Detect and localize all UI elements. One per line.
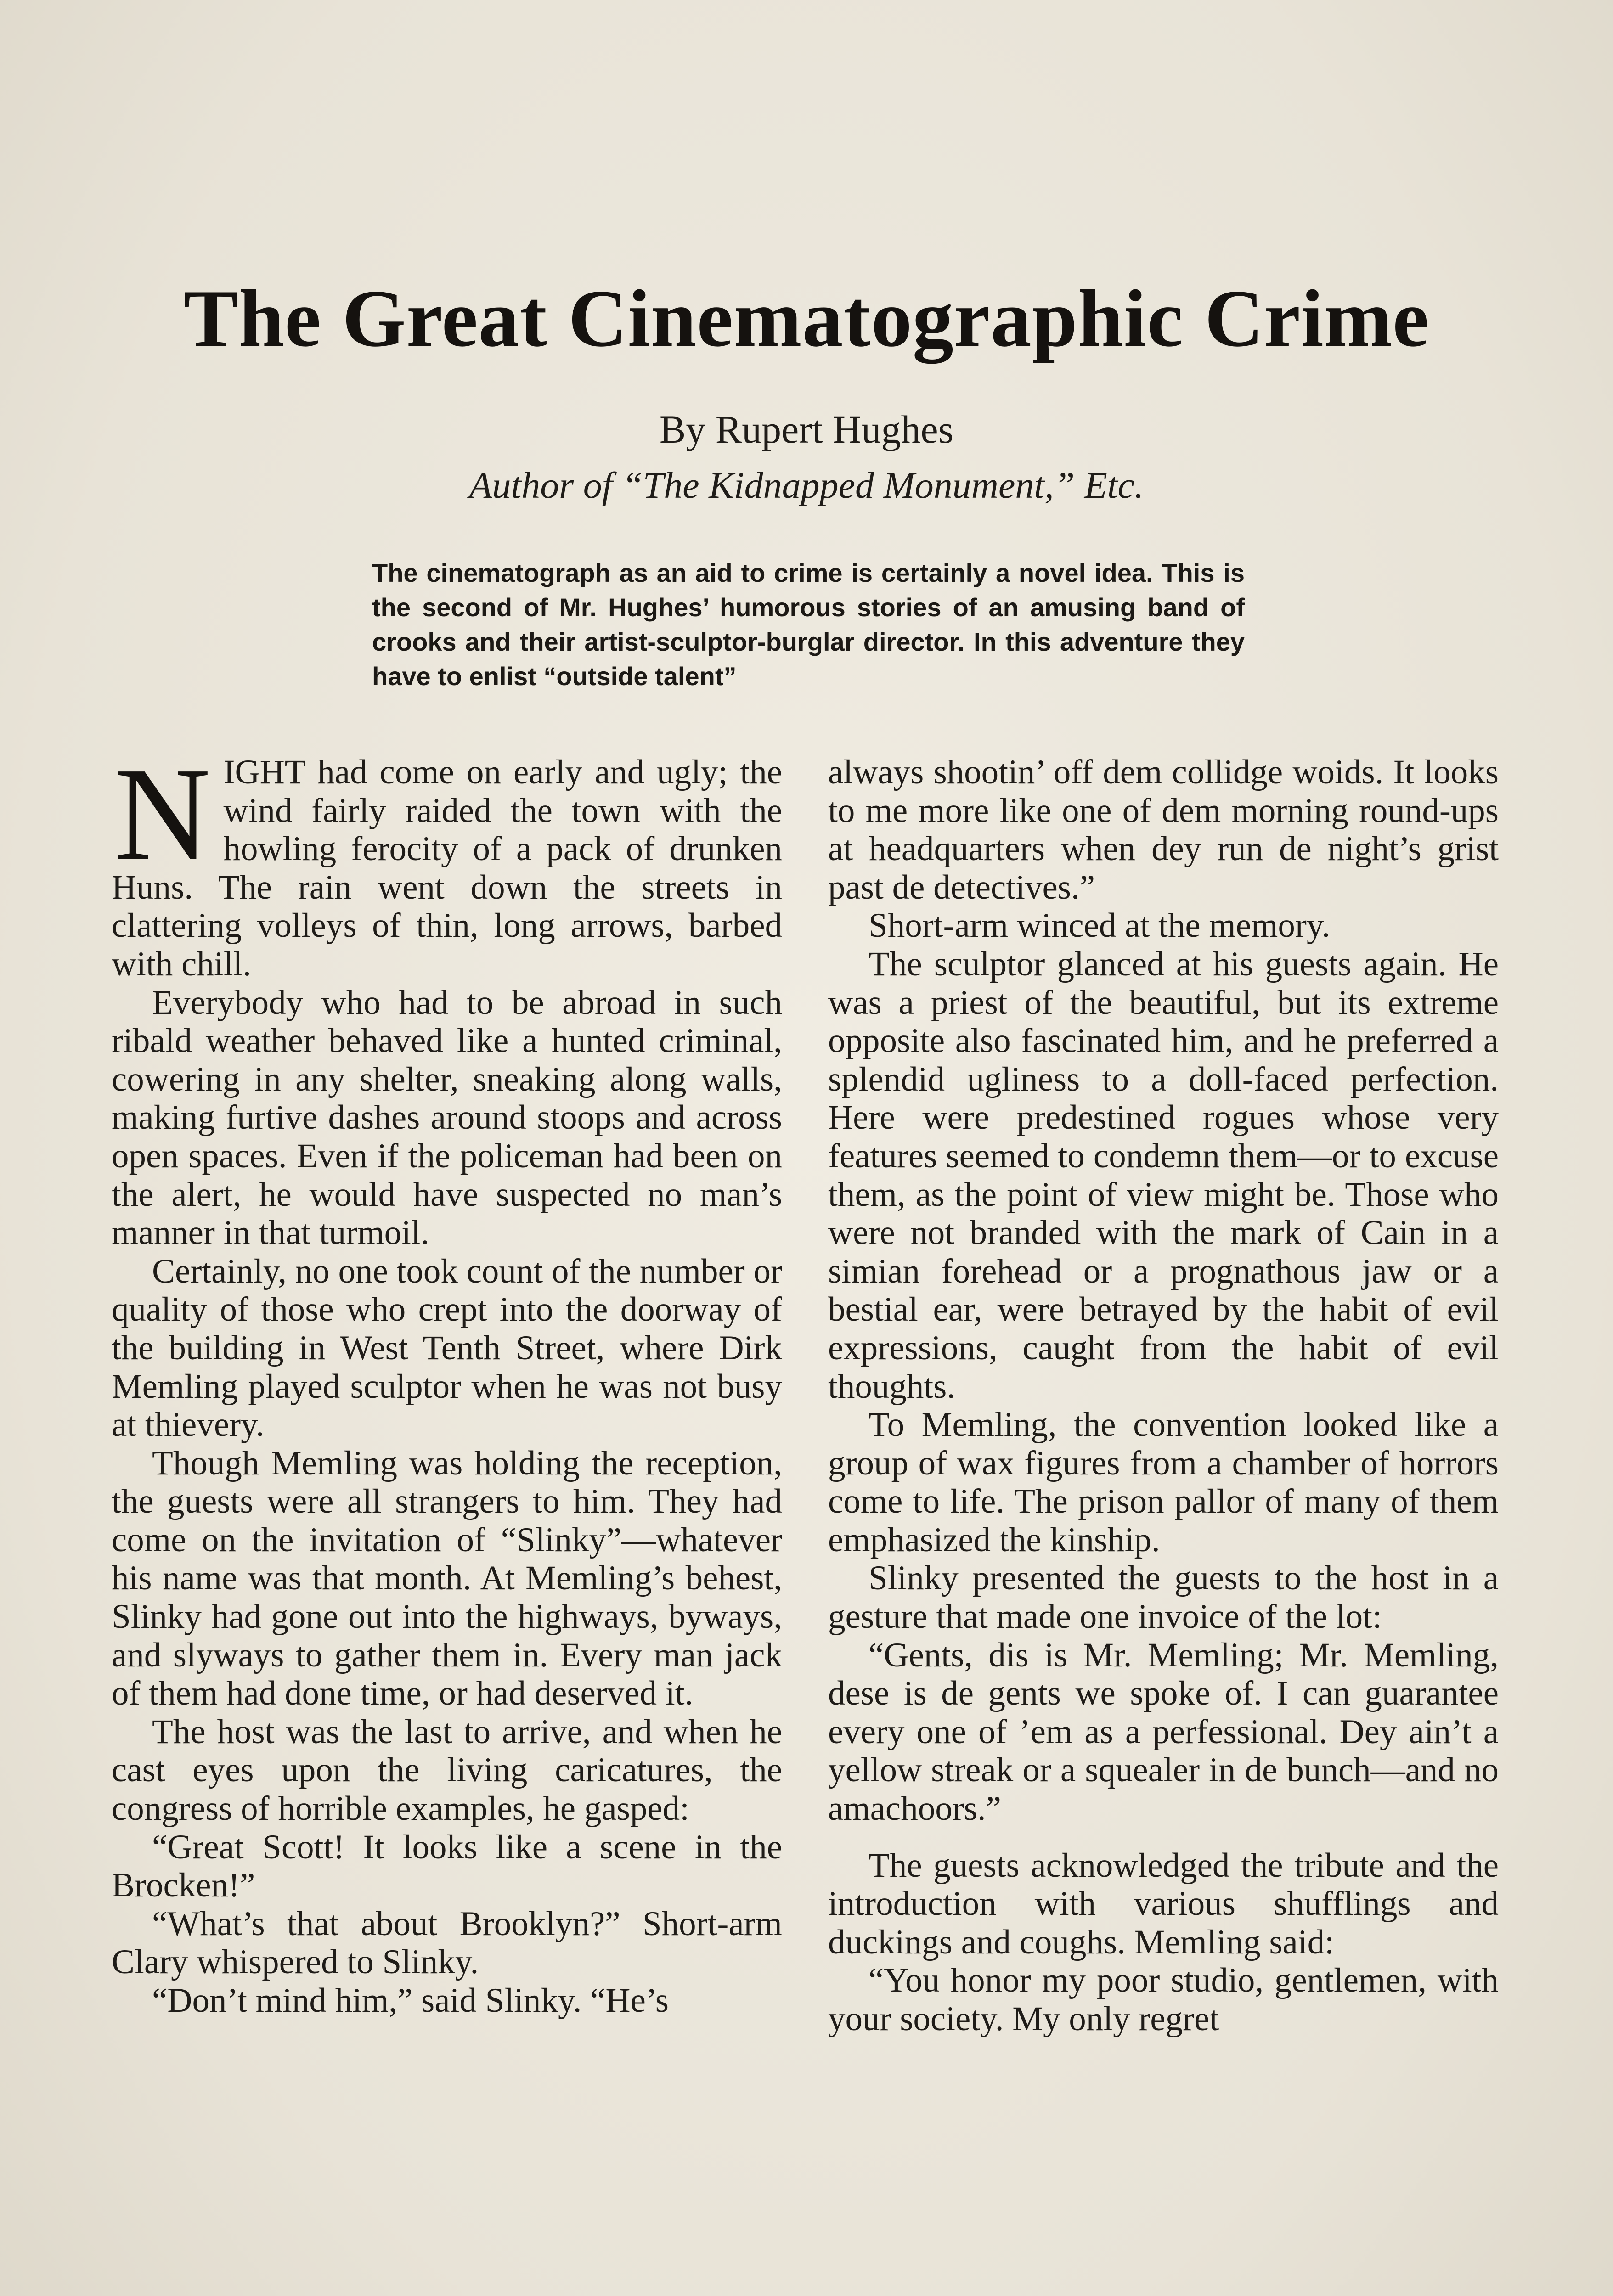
byline: By Rupert Hughes xyxy=(659,407,954,451)
paragraph: “Great Scott! It looks like a scene in the Brocken!” xyxy=(112,1828,782,1905)
paragraph: The host was the last to arrive, and when he cast eyes upon the living caricatures, the congress of horrible examples, he gasped: xyxy=(112,1712,782,1828)
left-column xyxy=(112,740,782,2020)
paragraph: Short-arm winced at the memory. xyxy=(869,906,1331,945)
paragraph: “Gents, dis is Mr. Memling; Mr. Memling, dese is de gents we spoke of. I can guarantee every one of ’em as a perfessional. Dey ain’t a yellow streak or a squealer in de bunch—and no amachoors.” xyxy=(828,1636,1499,1828)
paragraph-1-text: IGHT had come on early and ugly; the wind fairly raided the town with the howling ferocity of a pack of drunken Huns. The rain went down the streets in clattering volleys of thin, long arrows, barbed with chill. xyxy=(112,753,782,983)
paragraph-1 xyxy=(112,740,782,984)
paragraph: “Don’t mind him,” said Slinky. “He’s xyxy=(152,1981,669,2020)
paragraph: The sculptor glanced at his guests again. He was a priest of the beautiful, but its extreme opposite also fascinated him, and he preferred a splendid ugliness to a doll-faced perfection. Here were predestined rogues whose very features seemed to condemn them—or to excuse them, as the point of view might be. Those who were not branded with the mark of Cain in a simian forehead or a prognathous jaw or a bestial ear, were betrayed by the habit of evil expressions, caught from the habit of evil thoughts. xyxy=(828,945,1499,1406)
paragraph: Certainly, no one took count of the number or quality of those who crept into the doorway of the building in West Tenth Street, where Dirk Memling played sculptor when he was not busy at thievery. xyxy=(112,1252,782,1444)
article-title: The Great Cinematographic Crime xyxy=(183,273,1430,364)
paragraph: To Memling, the convention looked like a group of wax figures from a chamber of horrors come to life. The prison pallor of many of them emphasized the kinship. xyxy=(828,1406,1499,1559)
paragraph: Though Memling was holding the reception, the guests were all strangers to him. They had come on the invitation of “Slinky”—whatever his name was that month. At Memling’s behest, Slinky had gone out into the highways, byways, and slyways to gather them in. Every man jack of them had done time, or had deserved it. xyxy=(112,1444,782,1713)
author-credit: Author of “The Kidnapped Monument,” Etc. xyxy=(469,464,1144,506)
drop-cap: N xyxy=(114,740,211,888)
paragraph: “You honor my poor studio, gentlemen, with your society. My only regret xyxy=(828,1961,1499,2038)
paragraph: Slinky presented the guests to the host in a gesture that made one invoice of the lot: xyxy=(828,1559,1499,1636)
paragraph: always shootin’ off dem collidge woids. It looks to me more like one of dem morning round-ups at headquarters when dey run de night’s grist past de detectives.” xyxy=(828,753,1499,906)
right-column xyxy=(828,753,1499,2038)
paragraph: The guests acknowledged the tribute and the introduction with various shufflings and duckings and coughs. Memling said: xyxy=(828,1846,1499,1961)
article-deck: The cinematograph as an aid to crime is certainly a novel idea. This is the second of Mr. Hughes’ humorous stories of an amusing band of crooks and their artist-sculptor-burglar director. In this adventure they have to enlist “outside talent” xyxy=(372,558,1245,691)
paragraph: Everybody who had to be abroad in such ribald weather behaved like a hunted criminal, cowering in any shelter, sneaking along walls, making furtive dashes around stoops and across open spaces. Even if the policeman had been on the alert, he would have suspected no man’s manner in that turmoil. xyxy=(112,983,782,1252)
paragraph: “What’s that about Brooklyn?” Short-arm Clary whispered to Slinky. xyxy=(112,1904,782,1981)
